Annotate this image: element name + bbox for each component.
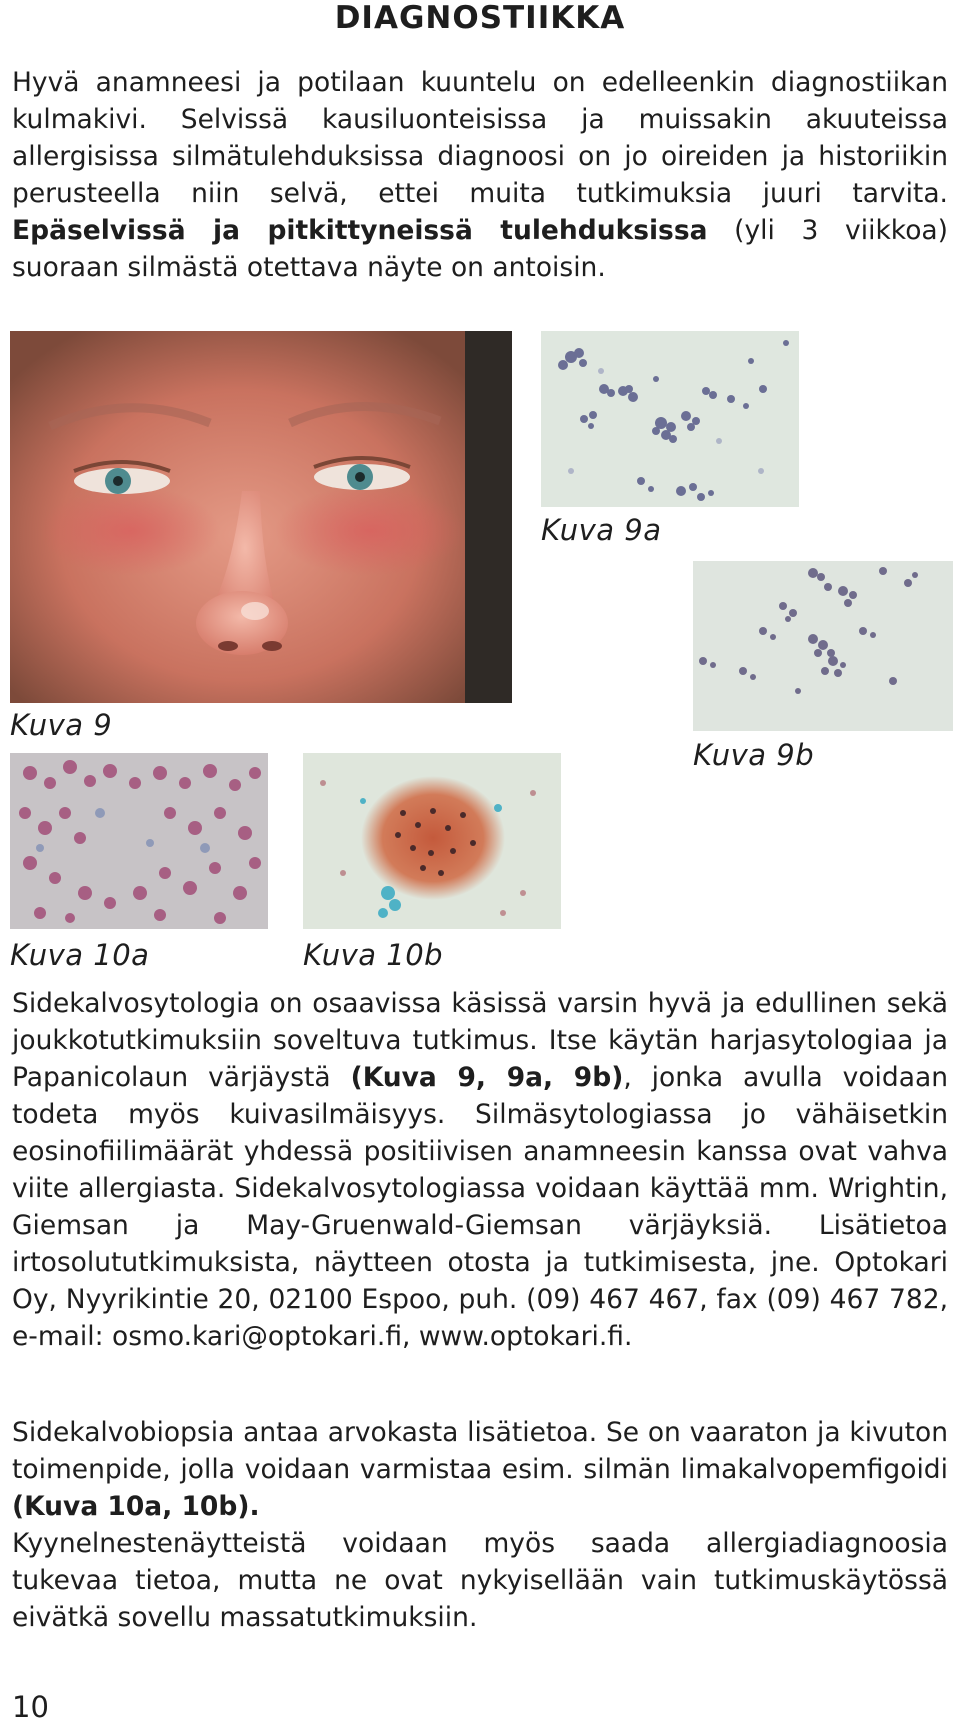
biopsy-bold-text: (Kuva 10a, 10b). <box>12 1491 260 1522</box>
intro-text-2: (yli 3 viikkoa) suoraan silmästä otettava näyte on antoisin. <box>12 215 948 283</box>
intro-bold-text: Epäselvissä ja pitkittyneissä tulehduksissa <box>12 215 708 246</box>
page-number: 10 <box>12 1690 49 1724</box>
caption-kuva-9: Kuva 9 <box>10 708 113 742</box>
cytology-bold-text: (Kuva 9, 9a, 9b) <box>350 1062 624 1093</box>
caption-kuva-9b: Kuva 9b <box>693 738 815 772</box>
biopsy-text: Sidekalvobiopsia antaa arvokasta lisätietoa. Se on vaaraton ja kivuton toimenpide, jolla voidaan varmistaa esim. silmän limakalvopemfigoidi <box>12 1417 948 1485</box>
cytology-paragraph <box>12 985 948 1355</box>
cytology-photo-9b <box>693 561 953 731</box>
face-photo <box>10 331 512 703</box>
cytology-text-1: Sidekalvosytologia on osaavissa käsissä varsin hyvä ja edullinen sekä joukkotutkimuksiin soveltuva tutkimus. Itse käytän harjasytologiaa ja Papanicolaun värjäystä <box>12 988 948 1093</box>
caption-kuva-10b: Kuva 10b <box>303 938 444 972</box>
caption-kuva-9a: Kuva 9a <box>541 513 662 547</box>
intro-text-1: Hyvä anamneesi ja potilaan kuuntelu on edelleenkin diagnostiikan kulmakivi. Selvissä kausiluonteisissa ja muissakin akuuteissa allergisissa silmätulehduksissa diagnoosi on jo oireiden ja historiikin perusteella niin selvä, ettei muita tutkimuksia juuri tarvita. <box>12 67 948 209</box>
biopsy-photo-10b <box>303 753 561 929</box>
cytology-photo-9a <box>541 331 799 507</box>
cytology-text-2: , jonka avulla voidaan todeta myös kuivasilmäisyys. Silmäsytologiassa jo vähäisetkin eosinofiilimäärät yhdessä positiivisen anamneesin kanssa ovat vahva viite allergiasta. Sidekalvosytologiassa voidaan käyttää mm. Wrightin, Giemsan ja May-Gruenwald-Giemsan värjäyksiä. Lisätietoa irtosolututkimuksista, näytteen otosta ja tutkimisesta, jne. Optokari Oy, Nyyrikintie 20, 02100 Espoo, puh. (09) 467 467, fax (09) 467 782, e-mail: osmo.kari@optokari.fi, www.optokari.fi. <box>12 1062 948 1352</box>
biopsy-photo-10a <box>10 753 268 929</box>
biopsy-paragraph <box>12 1414 948 1525</box>
caption-kuva-10a: Kuva 10a <box>10 938 150 972</box>
page-heading: DIAGNOSTIIKKA <box>334 0 626 36</box>
intro-paragraph <box>12 64 948 286</box>
tears-paragraph: Kyynelnestenäytteistä voidaan myös saada allergiadiagnoosia tukevaa tietoa, mutta ne ovat nykyisellään vain tutkimuskäytössä eivätkä sovellu massatutkimuksiin. <box>12 1528 948 1633</box>
